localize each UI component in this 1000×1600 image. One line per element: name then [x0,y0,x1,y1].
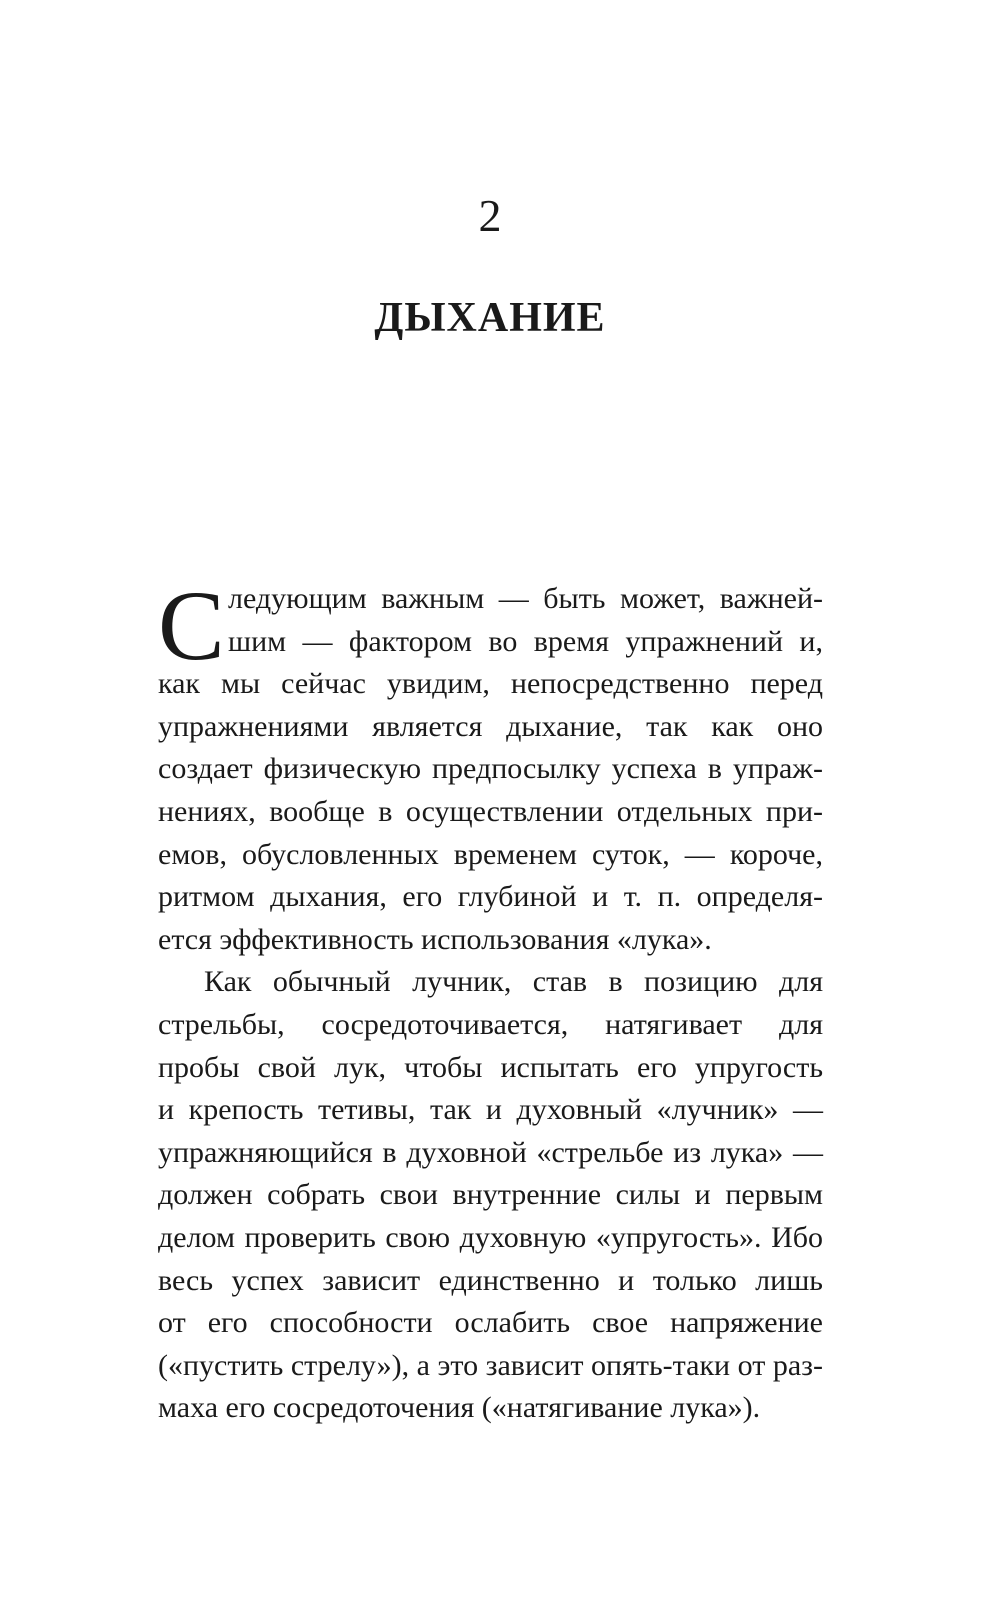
text-line: ледующим важным — быть может, важней- [228,582,823,615]
text-line: делом проверить свою духовную «упругость». Ибо [158,1220,823,1254]
text-line: Как обычный лучник, став в позицию для [204,965,823,999]
text-line: пробы свой лук, чтобы испытать его упругость [158,1050,823,1084]
text-line: и крепость тетивы, так и духовный «лучник» — [158,1093,823,1127]
drop-cap: С [158,570,225,681]
chapter-number: 2 [478,190,502,241]
text-line: от его способности ослабить свое напряжение [158,1306,823,1340]
text-line: шим — фактором во время упражнений и, [228,624,823,658]
text-line: должен собрать свои внутренние силы и первым [158,1178,823,1212]
text-line: как мы сейчас увидим, непосредственно перед [158,667,823,701]
text-line: ритмом дыхания, его глубиной и т. п. определя- [158,880,823,914]
body-text [158,570,823,1430]
text-line: упражнениями является дыхание, так как оно [158,709,823,743]
chapter-title: ДЫХАНИЕ [374,295,606,341]
text-line: стрельбы, сосредоточивается, натягивает для [158,1007,823,1041]
text-line: («пустить стрелу»), а это зависит опять-таки от раз- [158,1348,823,1382]
text-line: нениях, вообще в осуществлении отдельных при- [158,794,823,828]
text-line: емов, обусловленных временем суток, — короче, [158,837,823,871]
text-line: создает физическую предпосылку успеха в упраж- [158,752,823,786]
paragraph-1 [158,570,823,961]
text-line: весь успех зависит единственно и только лишь [158,1263,823,1297]
text-line: маха его сосредоточения («натягивание лука»). [158,1391,761,1425]
text-line: упражняющийся в духовной «стрельбе из лука» — [158,1135,823,1169]
paragraph-2 [158,961,823,1430]
text-line: ется эффективность использования «лука». [158,922,712,956]
